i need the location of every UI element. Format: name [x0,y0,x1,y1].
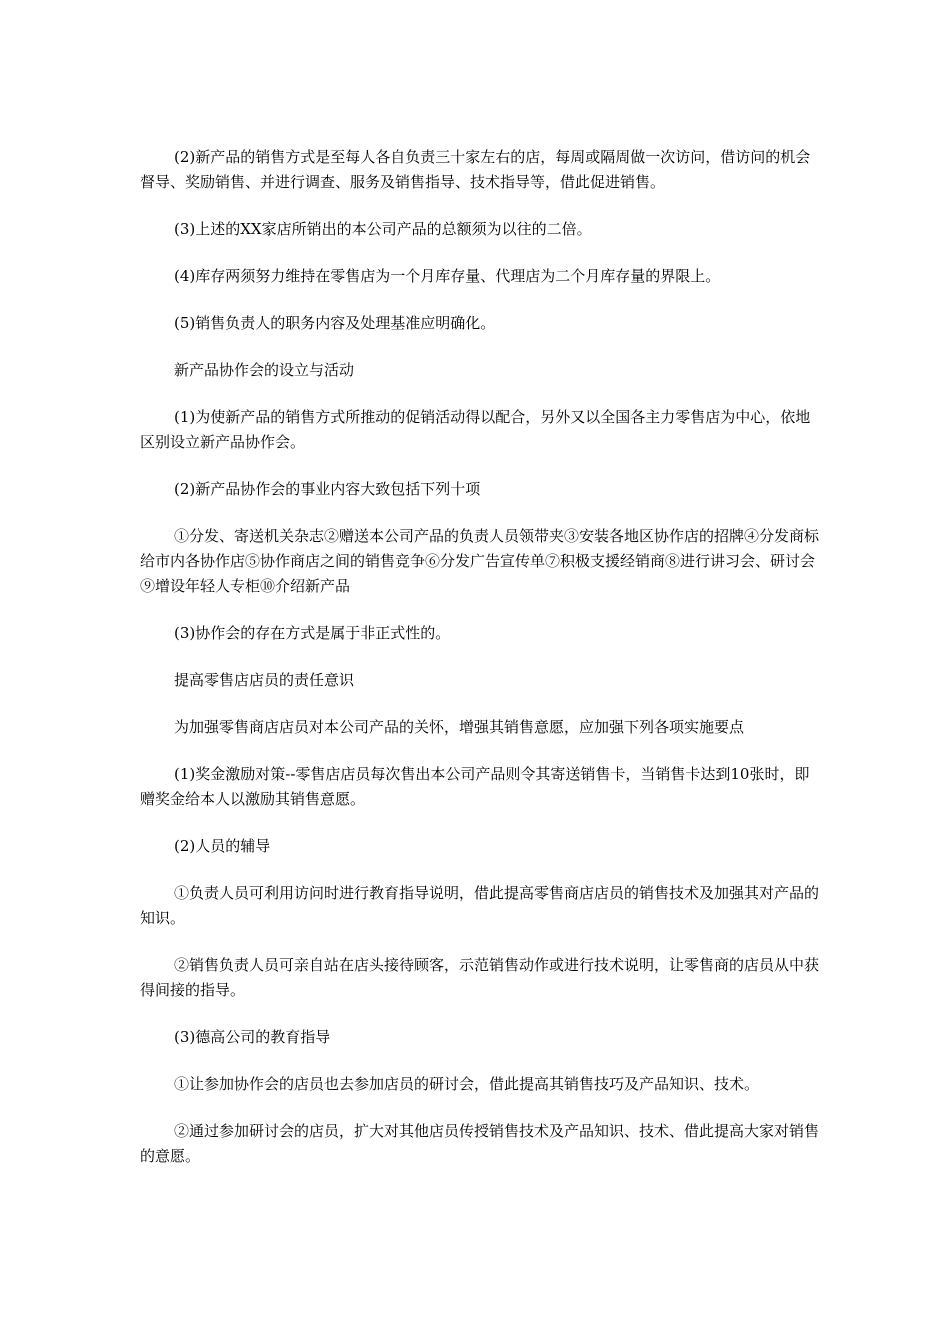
paragraph-new-product-sales-method: (2)新产品的销售方式是至每人各自负责三十家左右的店，每周或隔周做一次访问，借访问的机会督导、奖励销售、并进行调查、服务及销售指导、技术指导等，借此促进销售。 [140,148,811,191]
paragraph-bonus-incentive: (1)奖金激励对策--零售店店员每次售出本公司产品则令其寄送销售卡，当销售卡达到10张时，即赠奖金给本人以激励其销售意愿。 [140,765,810,808]
paragraph-association-informal: (3)协作会的存在方式是属于非正式性的。 [174,624,451,642]
paragraph-clerk-intro: 为加强零售商店店员对本公司产品的关怀，增强其销售意愿，应加强下列各项实施要点 [174,718,745,736]
paragraph-in-store-demo: ②销售负责人员可亲自站在店头接待顾客，示范销售动作或进行技术说明，让零售商的店员从中获得间接的指导。 [140,956,820,999]
section-heading-clerk-responsibility: 提高零售店店员的责任意识 [174,671,355,689]
paragraph-guidance-during-visits: ①负责人员可利用访问时进行教育指导说明，借此提高零售商店店员的销售技术及加强其对产品的知识。 [140,884,820,927]
paragraph-inventory-limit: (4)库存两须努力维持在零售店为一个月库存量、代理店为二个月库存量的界限上。 [174,267,721,285]
paragraph-association-items-list: ①分发、寄送机关杂志②赠送本公司产品的负责人员领带夹③安装各地区协作店的招牌④分发商标给市内各协作店⑤协作商店之间的销售竞争⑥分发广告宣传单⑦积极支援经销商⑧进行讲习会、研讨会⑨增设年轻人专柜⑩介绍新产品 [140,527,820,595]
paragraph-responsibility-clarification: (5)销售负责人的职务内容及处理基准应明确化。 [174,314,496,332]
document-body [140,145,820,1191]
section-heading-association: 新产品协作会的设立与活动 [174,361,355,379]
paragraph-seminar-attendance: ①让参加协作会的店员也去参加店员的研讨会，借此提高其销售技巧及产品知识、技术。 [174,1075,760,1093]
paragraph-company-education: (3)德高公司的教育指导 [174,1028,331,1046]
paragraph-association-items-intro: (2)新产品协作会的事业内容大致包括下列十项 [174,480,481,498]
paragraph-staff-guidance: (2)人员的辅导 [174,837,271,855]
paragraph-association-setup: (1)为使新产品的销售方式所推动的促销活动得以配合，另外又以全国各主力零售店为中心，依地区别设立新产品协作会。 [140,408,811,451]
paragraph-sales-target: (3)上述的XX家店所销出的本公司产品的总额须为以往的二倍。 [174,220,592,238]
paragraph-knowledge-sharing: ②通过参加研讨会的店员，扩大对其他店员传授销售技术及产品知识、技术、借此提高大家对销售的意愿。 [140,1122,820,1165]
